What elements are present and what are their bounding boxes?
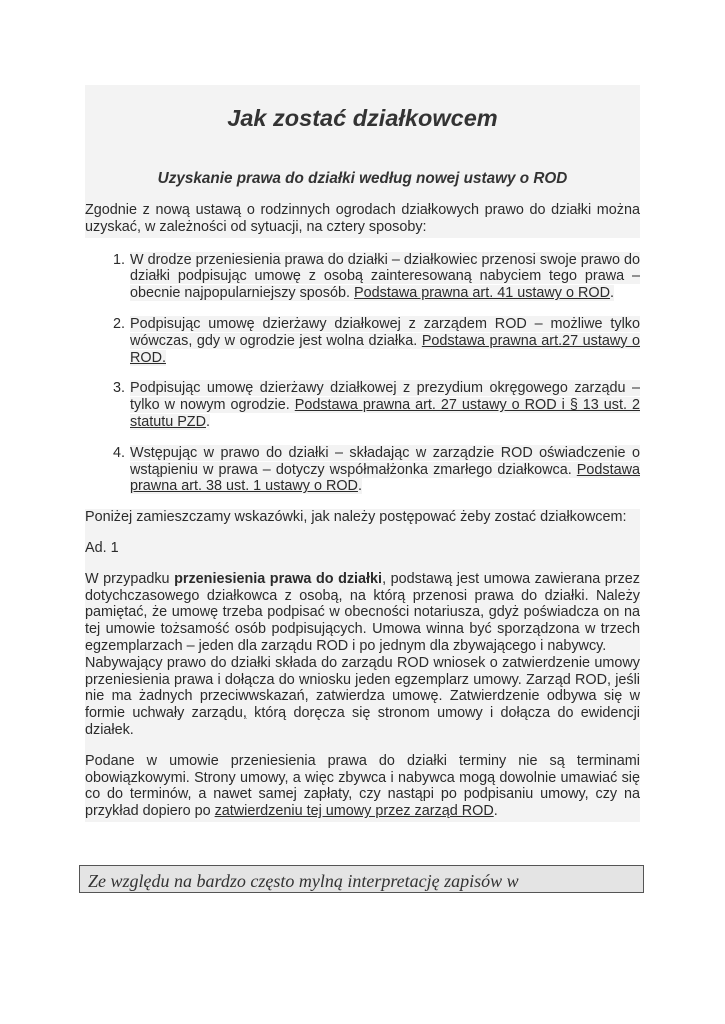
note-box <box>79 865 644 893</box>
methods-list <box>85 252 640 496</box>
document-page <box>85 85 640 822</box>
list-item: 2. Podpisując umowę dzierżawy działkowej z zarządem ROD – możliwe tylko wówczas, gdy w ogrodzie jest wolna działka. Podstawa prawna art.27 ustawy o ROD. <box>129 316 640 366</box>
list-item: 3. Podpisując umowę dzierżawy działkowej z prezydium okręgowego zarządu – tylko w nowym ogrodzie. Podstawa prawna art. 27 ustawy o ROD i § 13 ust. 2 statutu PZD. <box>129 380 640 430</box>
approval-link[interactable]: zatwierdzeniu tej umowy przez zarząd ROD <box>214 803 494 820</box>
paragraph-terms: Podane w umowie przeniesienia prawa do działki terminy nie są terminami obowiązkowymi. Strony umowy, a więc zbywca i nabywca mogą dowolnie umawiać się co do terminów, a nawet samej zapłaty, czy nastąpi po podpisaniu umowy, czy na przykład dopiero po zatwierdzeniu tej umowy przez zarząd ROD. <box>85 752 640 820</box>
page-title: Jak zostać działkowcem <box>227 105 498 131</box>
list-item: 1. W drodze przeniesienia prawa do działki – działkowiec przenosi swoje prawo do działki podpisując umowę z osobą zainteresowaną nabyciem tego prawa – obecnie najpopularniejszy sposób. Podstawa prawna art. 41 ustawy o ROD. <box>129 252 640 302</box>
guide-paragraph: Poniżej zamieszczamy wskazówki, jak należy postępować żeby zostać działkowcem: <box>85 509 627 526</box>
body-block <box>85 509 640 822</box>
legal-basis-link[interactable]: Podstawa prawna art. 27 ustawy o ROD i § 13 ust. 2 statutu PZD <box>130 397 640 430</box>
legal-basis-link[interactable]: Podstawa prawna art. 41 ustawy o ROD <box>354 285 610 302</box>
legal-basis-link[interactable]: Podstawa prawna art.27 ustawy o ROD. <box>130 332 640 366</box>
header-block <box>85 85 640 238</box>
page-subtitle: Uzyskanie prawa do działki według nowej ustawy o ROD <box>157 170 568 187</box>
intro-paragraph: Zgodnie z nową ustawą o rodzinnych ogrodach działkowych prawo do działki można uzyskać, w zależności od sytuacji, na cztery sposoby: <box>85 202 640 235</box>
note-box-text: Ze względu na bardzo często mylną interpretację zapisów w <box>88 871 519 891</box>
section-label: Ad. 1 <box>85 539 119 556</box>
legal-basis-link[interactable]: Podstawa prawna art. 38 ust. 1 ustawy o ROD <box>130 461 640 495</box>
paragraph-transfer: W przypadku przeniesienia prawa do działki, podstawą jest umowa zawierana przez dotychczasowego działkowca z osobą, na którą przenosi prawa do działki. Należy pamiętać, że umowę trzeba podpisać w obecności notariusza, gdyż poświadcza on na tej umowie tożsamość osób podpisujących. Umowa winna być sporządzona w trzech egzemplarzach – jeden dla zarządu ROD i po jednym dla zbywającego i nabywcy. <box>85 570 640 654</box>
list-item: 4. Wstępując w prawo do działki – składając w zarządzie ROD oświadczenie o wstąpieniu w prawa – dotyczy współmałżonka zmarłego działkowca. Podstawa prawna art. 38 ust. 1 ustawy o ROD. <box>129 445 640 495</box>
paragraph-approval: Nabywający prawo do działki składa do zarządu ROD wniosek o zatwierdzenie umowy przeniesienia prawa i dołącza do wniosku jeden egzemplarz umowy. Zarząd ROD, jeśli nie ma żadnych przeciwwskazań, zatwierdza umowę. Zatwierdzenie odbywa się w formie uchwały zarządu, którą doręcza się stronom umowy i dołącza do ewidencji działek. <box>85 654 640 738</box>
